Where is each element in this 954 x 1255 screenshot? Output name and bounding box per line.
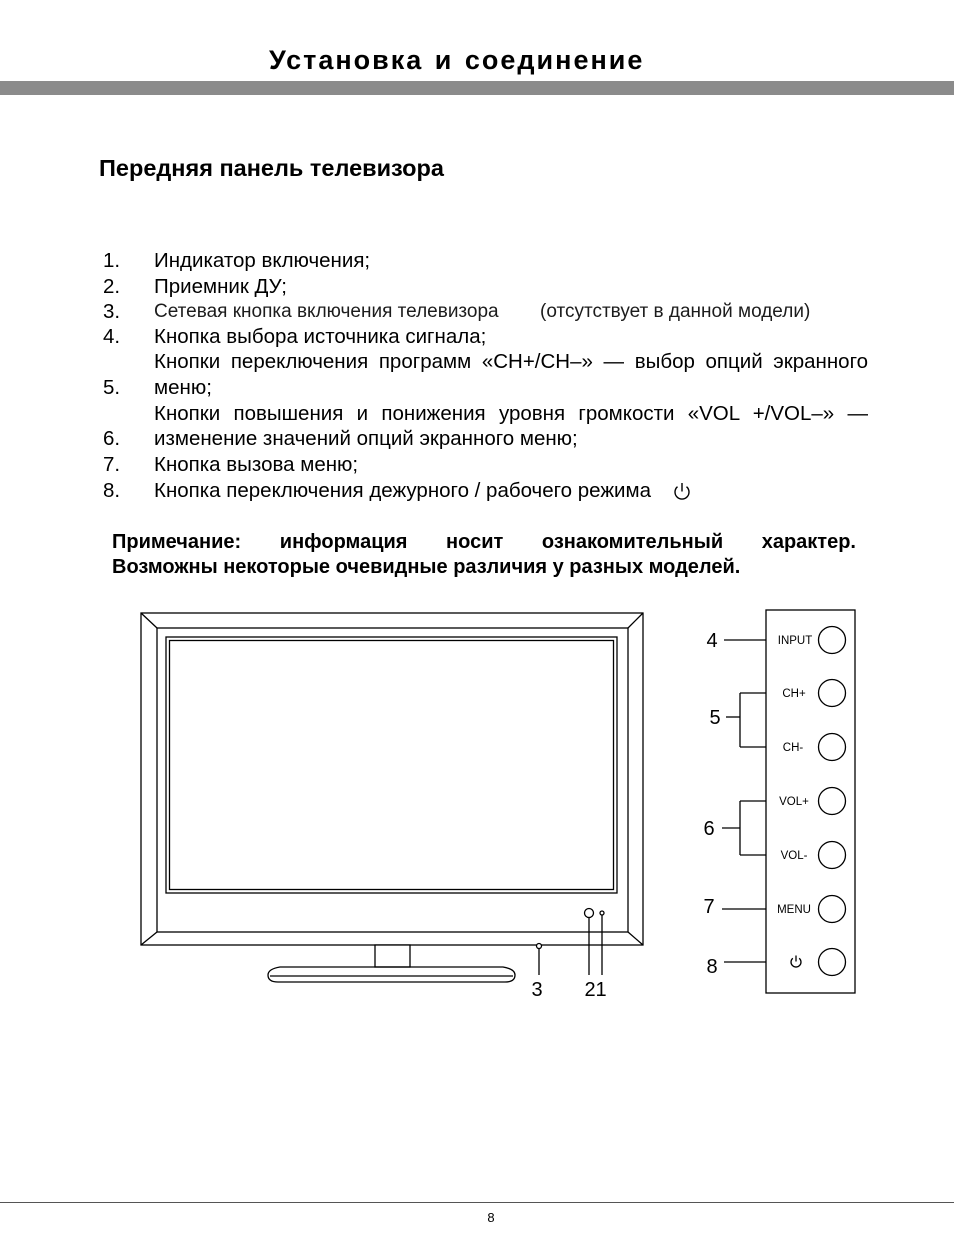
callout-channel: 5 <box>709 707 721 729</box>
list-item-text: Приемник ДУ; <box>154 275 287 298</box>
ch-up-button-label: CH+ <box>782 688 806 700</box>
tv-screen-inner <box>170 641 614 890</box>
front-panel-diagram <box>0 600 954 1010</box>
list-item-remark: (отсутствует в данной модели) <box>540 301 811 322</box>
bezel-corner-line <box>628 613 643 628</box>
menu-button <box>819 896 846 923</box>
bezel-corner-line <box>141 932 157 945</box>
vol-down-button-label: VOL- <box>780 850 808 862</box>
footer-rule <box>0 1202 954 1203</box>
list-item-number: 8. <box>103 479 121 502</box>
input-button <box>819 627 846 654</box>
remote-receiver <box>585 909 594 918</box>
tv-screen-outer <box>166 637 617 893</box>
callout-input: 4 <box>706 630 718 652</box>
tv-illustration <box>141 613 643 1001</box>
power-indicator <box>600 911 604 915</box>
callout-power-indicator: 1 <box>595 979 607 1001</box>
callout-menu: 7 <box>703 896 715 918</box>
list-item-text: Кнопка переключения дежурного / рабочего режима <box>154 479 651 502</box>
tv-inner-bezel <box>157 628 628 932</box>
ch-down-button <box>819 734 846 761</box>
list-item-text-continued: изменение значений опций экранного меню; <box>154 427 578 450</box>
list-item-text: Индикатор включения; <box>154 249 371 272</box>
note-line: Возможны некоторые очевидные различия у разных моделей. <box>112 556 741 578</box>
callout-remote-receiver: 2 <box>584 979 596 1001</box>
vol-up-button <box>819 788 846 815</box>
page-title: Установка и соединение <box>269 45 645 75</box>
stand-neck <box>375 945 410 967</box>
list-item-number: 2. <box>103 275 121 298</box>
list-item-text: Сетевая кнопка включения телевизора <box>154 301 499 322</box>
list-item-number: 4. <box>103 325 121 348</box>
list-item-number: 5. <box>103 376 121 399</box>
callout-volume: 6 <box>703 818 715 840</box>
callout-standby: 8 <box>706 956 718 978</box>
ch-up-button <box>819 680 846 707</box>
bezel-corner-line <box>628 932 643 945</box>
tv-outer-bezel <box>141 613 643 945</box>
bezel-corner-line <box>141 613 157 628</box>
power-icon <box>791 956 801 968</box>
callout-power-button: 3 <box>531 979 543 1001</box>
side-control-panel-illustration <box>703 610 855 993</box>
page-number: 8 <box>487 1210 495 1225</box>
list-item-number: 6. <box>103 427 121 450</box>
note-line: Примечание: информация носит ознакомительный характер. <box>112 531 856 553</box>
standby-button <box>819 949 846 976</box>
header-bar <box>0 81 954 95</box>
ch-down-button-label: CH- <box>782 742 804 754</box>
stand-base <box>268 967 515 982</box>
tv-power-button <box>537 944 542 949</box>
list-item-text: Кнопки повышения и понижения уровня громкости «VOL +/VOL–» — <box>154 402 868 425</box>
power-icon <box>672 481 692 501</box>
section-heading: Передняя панель телевизора <box>99 155 444 181</box>
list-item-number: 3. <box>103 300 121 323</box>
list-item-number: 1. <box>103 249 121 272</box>
vol-up-button-label: VOL+ <box>779 796 809 808</box>
list-item-text: Кнопка вызова меню; <box>154 453 359 476</box>
list-item-text: Кнопки переключения программ «CH+/CH–» — выбор опций экранного <box>154 350 868 373</box>
list-item-text: Кнопка выбора источника сигнала; <box>154 325 487 348</box>
menu-button-label: MENU <box>777 904 811 916</box>
vol-down-button <box>819 842 846 869</box>
list-item-text-continued: меню; <box>154 376 212 399</box>
list-item-number: 7. <box>103 453 121 476</box>
input-button-label: INPUT <box>777 635 813 647</box>
